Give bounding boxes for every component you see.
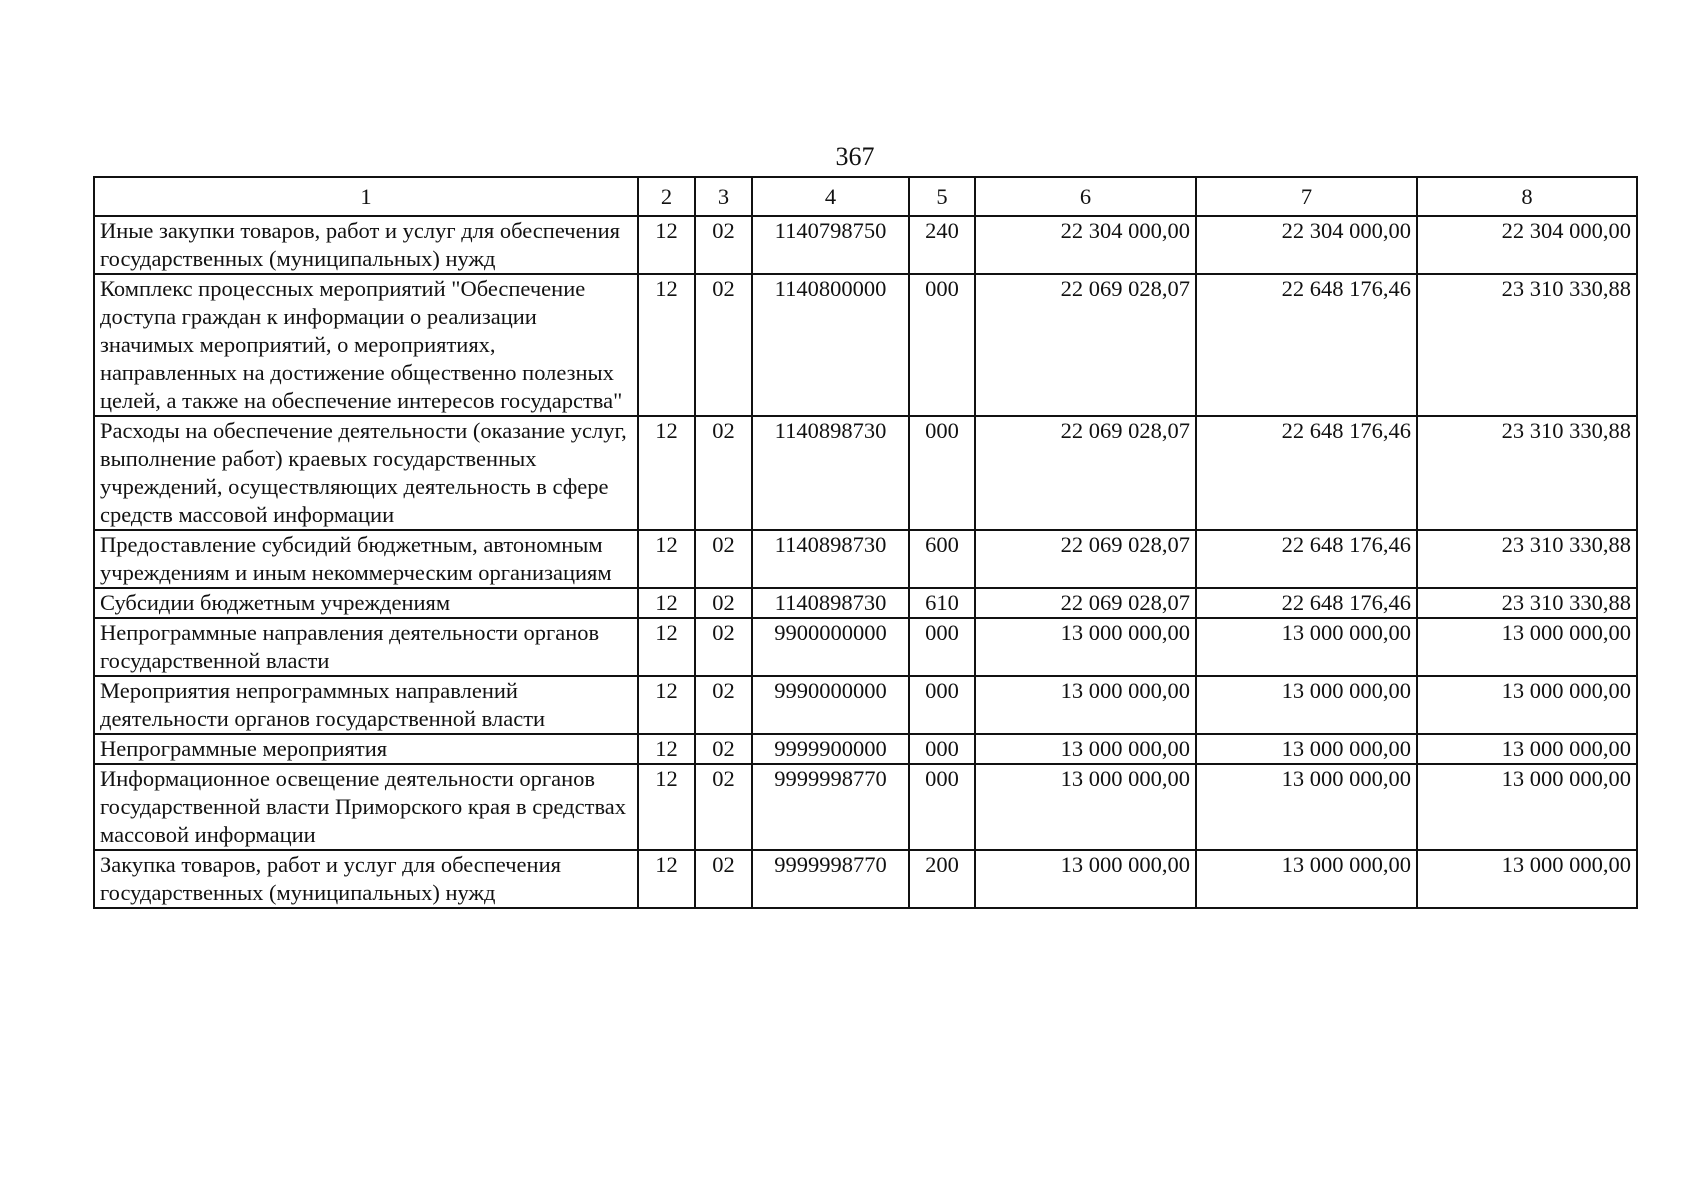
expense-type-code: 000 xyxy=(909,734,975,764)
section-code: 12 xyxy=(638,530,695,588)
column-header: 7 xyxy=(1196,177,1417,216)
header-row xyxy=(94,177,1637,216)
expense-type-code: 240 xyxy=(909,216,975,274)
row-description: Расходы на обеспечение деятельности (оказание услуг, выполнение работ) краевых государственных учреждений, осуществляющих деятельность в сфере средств массовой информации xyxy=(94,416,638,530)
subsection-code: 02 xyxy=(695,588,752,618)
row-description: Предоставление субсидий бюджетным, автономным учреждениям и иным некоммерческим организациям xyxy=(94,530,638,588)
subsection-code: 02 xyxy=(695,216,752,274)
expense-type-code: 610 xyxy=(909,588,975,618)
expense-type-code: 000 xyxy=(909,274,975,416)
amount-col7: 22 648 176,46 xyxy=(1196,416,1417,530)
expense-type-code: 200 xyxy=(909,850,975,908)
amount-col6: 22 069 028,07 xyxy=(975,416,1196,530)
amount-col6: 13 000 000,00 xyxy=(975,764,1196,850)
target-article-code: 9990000000 xyxy=(752,676,909,734)
target-article-code: 1140898730 xyxy=(752,588,909,618)
amount-col8: 23 310 330,88 xyxy=(1417,274,1637,416)
target-article-code: 1140800000 xyxy=(752,274,909,416)
section-code: 12 xyxy=(638,850,695,908)
amount-col8: 22 304 000,00 xyxy=(1417,216,1637,274)
amount-col6: 13 000 000,00 xyxy=(975,850,1196,908)
column-header: 8 xyxy=(1417,177,1637,216)
table-row xyxy=(94,416,1637,530)
table-row xyxy=(94,764,1637,850)
section-code: 12 xyxy=(638,416,695,530)
row-description: Непрограммные направления деятельности органов государственной власти xyxy=(94,618,638,676)
subsection-code: 02 xyxy=(695,530,752,588)
amount-col8: 13 000 000,00 xyxy=(1417,850,1637,908)
table-row xyxy=(94,734,1637,764)
amount-col7: 22 648 176,46 xyxy=(1196,274,1417,416)
amount-col7: 22 648 176,46 xyxy=(1196,588,1417,618)
amount-col6: 13 000 000,00 xyxy=(975,618,1196,676)
target-article-code: 9999900000 xyxy=(752,734,909,764)
target-article-code: 9999998770 xyxy=(752,850,909,908)
amount-col7: 22 304 000,00 xyxy=(1196,216,1417,274)
amount-col8: 23 310 330,88 xyxy=(1417,530,1637,588)
amount-col8: 23 310 330,88 xyxy=(1417,416,1637,530)
amount-col8: 13 000 000,00 xyxy=(1417,764,1637,850)
amount-col6: 13 000 000,00 xyxy=(975,676,1196,734)
subsection-code: 02 xyxy=(695,274,752,416)
expense-type-code: 000 xyxy=(909,676,975,734)
row-description: Субсидии бюджетным учреждениям xyxy=(94,588,638,618)
table-row xyxy=(94,618,1637,676)
expense-type-code: 000 xyxy=(909,416,975,530)
column-header: 4 xyxy=(752,177,909,216)
section-code: 12 xyxy=(638,216,695,274)
subsection-code: 02 xyxy=(695,416,752,530)
column-header: 2 xyxy=(638,177,695,216)
row-description: Информационное освещение деятельности органов государственной власти Приморского края в средствах массовой информации xyxy=(94,764,638,850)
column-header: 6 xyxy=(975,177,1196,216)
amount-col6: 22 069 028,07 xyxy=(975,274,1196,416)
target-article-code: 1140898730 xyxy=(752,530,909,588)
table-row xyxy=(94,588,1637,618)
target-article-code: 1140898730 xyxy=(752,416,909,530)
subsection-code: 02 xyxy=(695,618,752,676)
subsection-code: 02 xyxy=(695,764,752,850)
amount-col7: 22 648 176,46 xyxy=(1196,530,1417,588)
table-row xyxy=(94,676,1637,734)
expense-type-code: 600 xyxy=(909,530,975,588)
table-row xyxy=(94,530,1637,588)
table-row xyxy=(94,850,1637,908)
amount-col8: 13 000 000,00 xyxy=(1417,676,1637,734)
table-row xyxy=(94,216,1637,274)
target-article-code: 9999998770 xyxy=(752,764,909,850)
expense-type-code: 000 xyxy=(909,764,975,850)
subsection-code: 02 xyxy=(695,850,752,908)
row-description: Мероприятия непрограммных направлений деятельности органов государственной власти xyxy=(94,676,638,734)
section-code: 12 xyxy=(638,588,695,618)
target-article-code: 1140798750 xyxy=(752,216,909,274)
table-row xyxy=(94,274,1637,416)
column-header: 1 xyxy=(94,177,638,216)
amount-col7: 13 000 000,00 xyxy=(1196,676,1417,734)
section-code: 12 xyxy=(638,618,695,676)
amount-col6: 22 304 000,00 xyxy=(975,216,1196,274)
expense-type-code: 000 xyxy=(909,618,975,676)
amount-col7: 13 000 000,00 xyxy=(1196,618,1417,676)
amount-col8: 13 000 000,00 xyxy=(1417,618,1637,676)
subsection-code: 02 xyxy=(695,676,752,734)
row-description: Непрограммные мероприятия xyxy=(94,734,638,764)
row-description: Комплекс процессных мероприятий "Обеспечение доступа граждан к информации о реализации значимых мероприятий, о мероприятиях, направленных на достижение общественно полезных целей, а также на обеспечение интересов государства" xyxy=(94,274,638,416)
amount-col6: 22 069 028,07 xyxy=(975,530,1196,588)
budget-table xyxy=(93,176,1638,909)
amount-col8: 23 310 330,88 xyxy=(1417,588,1637,618)
page-number: 367 xyxy=(835,142,875,171)
amount-col7: 13 000 000,00 xyxy=(1196,764,1417,850)
target-article-code: 9900000000 xyxy=(752,618,909,676)
amount-col6: 22 069 028,07 xyxy=(975,588,1196,618)
amount-col6: 13 000 000,00 xyxy=(975,734,1196,764)
section-code: 12 xyxy=(638,764,695,850)
section-code: 12 xyxy=(638,734,695,764)
column-header: 5 xyxy=(909,177,975,216)
section-code: 12 xyxy=(638,274,695,416)
subsection-code: 02 xyxy=(695,734,752,764)
amount-col8: 13 000 000,00 xyxy=(1417,734,1637,764)
row-description: Иные закупки товаров, работ и услуг для обеспечения государственных (муниципальных) нужд xyxy=(94,216,638,274)
amount-col7: 13 000 000,00 xyxy=(1196,850,1417,908)
column-header: 3 xyxy=(695,177,752,216)
row-description: Закупка товаров, работ и услуг для обеспечения государственных (муниципальных) нужд xyxy=(94,850,638,908)
section-code: 12 xyxy=(638,676,695,734)
amount-col7: 13 000 000,00 xyxy=(1196,734,1417,764)
